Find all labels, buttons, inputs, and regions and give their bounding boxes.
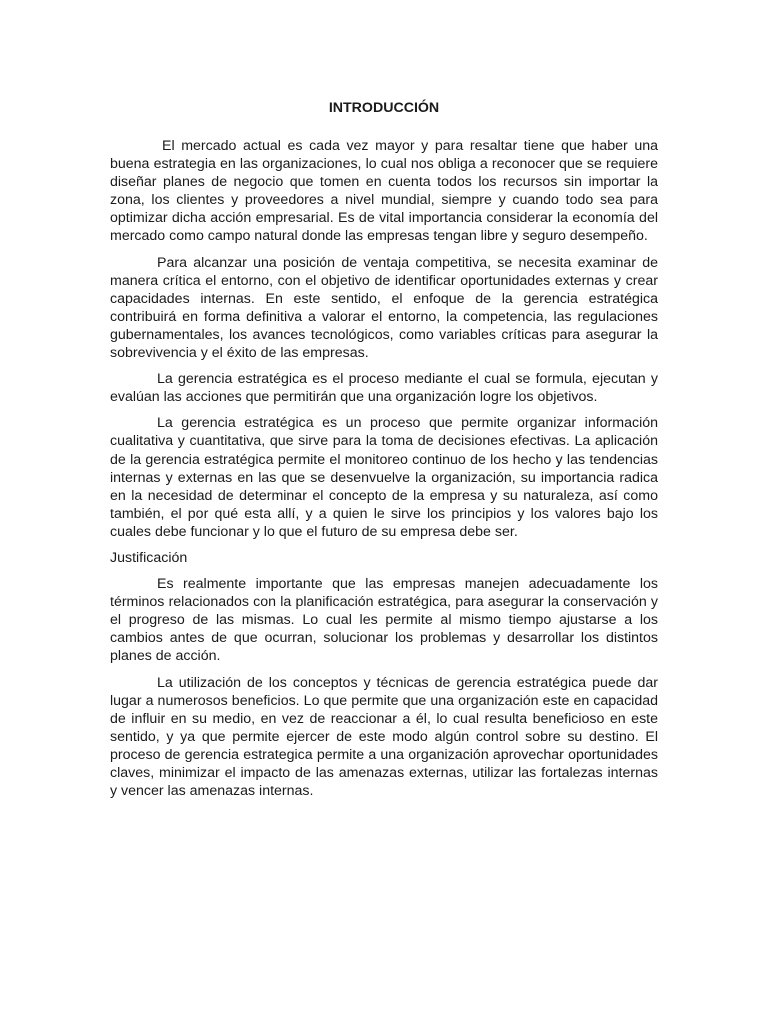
justification-paragraph-1: Es realmente importante que las empresas manejen adecuadamente los términos relacionados con la planificación estratégica, para asegurar la conservación y el progreso de las mismas. Lo cual les permite al mismo tiempo ajustarse a los cambios antes de que ocurran, solucionar los problemas y desarrollar los distintos planes de acción. xyxy=(110,576,658,665)
document-title: INTRODUCCIÓN xyxy=(328,100,440,116)
justification-paragraph-2: La utilización de los conceptos y técnicas de gerencia estratégica puede dar lugar a numerosos beneficios. Lo que permite que una organización este en capacidad de influir en su medio, en vez de reaccionar a él, lo cual resulta beneficioso en este sentido, y ya que permite ejercer de este modo algún control sobre su destino. El proceso de gerencia estrategica permite a una organización aprovechar oportunidades claves, minimizar el impacto de las amenazas externas, utilizar las fortalezas internas y vencer las amenazas internas. xyxy=(110,674,658,800)
intro-paragraph-4: La gerencia estratégica es un proceso que permite organizar información cualitativa y cuantitativa, que sirve para la toma de decisiones efectivas. La aplicación de la gerencia estratégica permite el monitoreo continuo de los hecho y las tendencias internas y externas en las que se desenvuelve la organización, su importancia radica en la necesidad de determinar el concepto de la empresa y su naturaleza, así como también, el por qué esta allí, y a quien le sirve los principios y los valores bajo los cuales debe funcionar y lo que el futuro de su empresa debe ser. xyxy=(110,415,658,540)
intro-paragraph-1: El mercado actual es cada vez mayor y para resaltar tiene que haber una buena estrategia en las organizaciones, lo cual nos obliga a reconocer que se requiere diseñar planes de negocio que tomen en cuenta todos los recursos sin importar la zona, los clientes y proveedores a nivel mundial, siempre y cuando todo sea para optimizar dicha acción empresarial. Es de vital importancia considerar la economía del mercado como campo natural donde las empresas tengan libre y seguro desempeño. xyxy=(110,138,658,245)
section-heading-justificacion: Justificación xyxy=(110,549,188,566)
intro-paragraph-3: La gerencia estratégica es el proceso mediante el cual se formula, ejecutan y evalúan las acciones que permitirán que una organización logre los objetivos. xyxy=(110,371,658,406)
intro-paragraph-2: Para alcanzar una posición de ventaja competitiva, se necesita examinar de manera crítica el entorno, con el objetivo de identificar oportunidades externas y crear capacidades internas. En este sentido, el enfoque de la gerencia estratégica contribuirá en forma definitiva a valorar el entorno, la competencia, las regulaciones gubernamentales, los avances tecnológicos, como variables críticas para asegurar la sobrevivencia y el éxito de las empresas. xyxy=(110,254,658,362)
